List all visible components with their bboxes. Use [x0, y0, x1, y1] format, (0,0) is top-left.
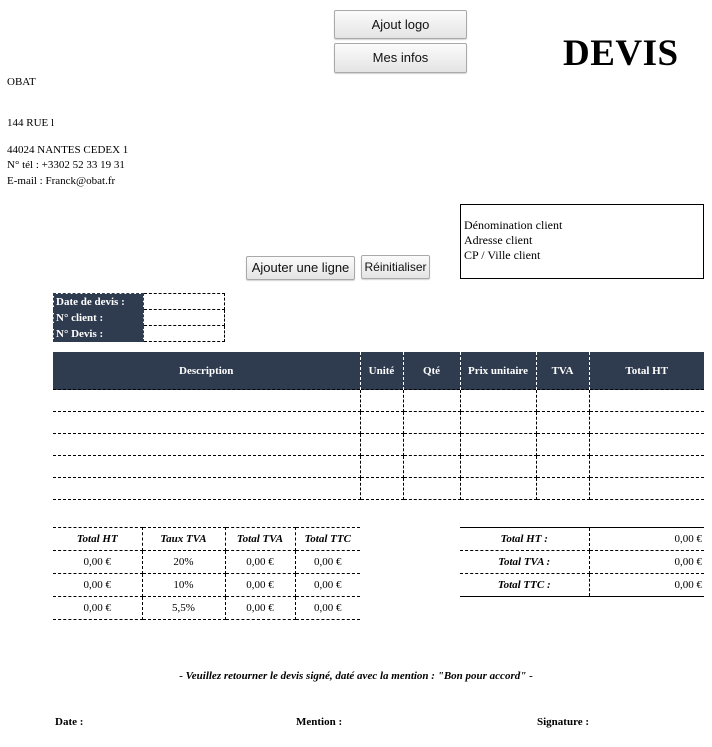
vat-header-total-ht: Total HT: [53, 528, 142, 551]
quote-number-field[interactable]: [143, 326, 224, 342]
total-ht-value: 0,00 €: [589, 528, 704, 551]
table-row: [53, 597, 360, 620]
vat-cell[interactable]: [536, 456, 589, 478]
header-vat: TVA: [536, 352, 589, 390]
total-ht-cell: [589, 412, 704, 434]
vat-header-rate: Taux TVA: [142, 528, 225, 551]
quantity-cell[interactable]: [403, 456, 460, 478]
signature-mention-label: Mention :: [296, 716, 343, 728]
vat-total-vat-cell: 0,00 €: [225, 551, 295, 574]
vat-total-ttc-cell: 0,00 €: [295, 551, 360, 574]
total-ttc-label: Total TTC :: [460, 574, 589, 597]
vat-rate-cell: 20%: [142, 551, 225, 574]
header-total-ht: Total HT: [589, 352, 704, 390]
table-row: [460, 551, 704, 574]
add-logo-button[interactable]: Ajout logo: [334, 10, 467, 39]
header-description: Description: [53, 352, 360, 390]
quantity-cell[interactable]: [403, 434, 460, 456]
vat-rate-cell: 5,5%: [142, 597, 225, 620]
total-vat-label: Total TVA :: [460, 551, 589, 574]
description-cell[interactable]: [53, 456, 360, 478]
vat-total-ttc-cell: 0,00 €: [295, 597, 360, 620]
quantity-cell[interactable]: [403, 478, 460, 500]
header-unit-price: Prix unitaire: [460, 352, 536, 390]
total-ht-cell: [589, 390, 704, 412]
description-cell[interactable]: [53, 434, 360, 456]
vat-cell[interactable]: [536, 390, 589, 412]
total-vat-value: 0,00 €: [589, 551, 704, 574]
table-row: [53, 456, 704, 478]
table-row: [53, 434, 704, 456]
vat-total-ht-cell: 0,00 €: [53, 597, 142, 620]
unit-price-cell[interactable]: [460, 478, 536, 500]
total-ttc-value: 0,00 €: [589, 574, 704, 597]
quote-date-label: Date de devis :: [54, 294, 144, 310]
unit-cell[interactable]: [360, 478, 403, 500]
table-row: [53, 574, 360, 597]
vat-total-ht-cell: 0,00 €: [53, 551, 142, 574]
quote-date-field[interactable]: [143, 294, 224, 310]
unit-price-cell[interactable]: [460, 390, 536, 412]
vat-total-vat-cell: 0,00 €: [225, 597, 295, 620]
approval-note: - Veuillez retourner le devis signé, daté avec la mention : "Bon pour accord" -: [179, 670, 533, 682]
company-address[interactable]: 144 RUE l: [7, 117, 55, 129]
company-name[interactable]: OBAT: [7, 76, 36, 88]
description-cell[interactable]: [53, 390, 360, 412]
items-table: [53, 352, 704, 500]
table-row: [53, 478, 704, 500]
vat-rate-cell: 10%: [142, 574, 225, 597]
signature-date-label: Date :: [55, 716, 84, 728]
unit-cell[interactable]: [360, 456, 403, 478]
header-quantity: Qté: [403, 352, 460, 390]
vat-total-vat-cell: 0,00 €: [225, 574, 295, 597]
table-row: [53, 551, 360, 574]
vat-cell[interactable]: [536, 478, 589, 500]
client-address[interactable]: Adresse client: [464, 233, 533, 247]
header-unit: Unité: [360, 352, 403, 390]
vat-total-ht-cell: 0,00 €: [53, 574, 142, 597]
client-number-field[interactable]: [143, 310, 224, 326]
quantity-cell[interactable]: [403, 412, 460, 434]
vat-header-total-ttc: Total TTC: [295, 528, 360, 551]
unit-price-cell[interactable]: [460, 412, 536, 434]
company-email[interactable]: E-mail : Franck@obat.fr: [7, 175, 116, 187]
description-cell[interactable]: [53, 412, 360, 434]
my-info-button[interactable]: Mes infos: [334, 43, 467, 73]
quote-number-label: N° Devis :: [54, 326, 144, 342]
document-title: DEVIS: [563, 33, 679, 74]
vat-total-ttc-cell: 0,00 €: [295, 574, 360, 597]
unit-price-cell[interactable]: [460, 434, 536, 456]
total-ht-cell: [589, 456, 704, 478]
client-city[interactable]: CP / Ville client: [464, 248, 541, 262]
reset-button[interactable]: Réinitialiser: [361, 255, 430, 279]
signature-label: Signature :: [537, 716, 590, 728]
totals-table: [460, 527, 704, 597]
client-box[interactable]: [460, 204, 704, 279]
client-number-label: N° client :: [54, 310, 144, 326]
company-phone[interactable]: N° tél : +3302 52 33 19 31: [7, 159, 125, 171]
table-row: [460, 528, 704, 551]
description-cell[interactable]: [53, 478, 360, 500]
unit-cell[interactable]: [360, 434, 403, 456]
vat-cell[interactable]: [536, 412, 589, 434]
vat-summary-table: [53, 527, 360, 620]
table-row: [460, 574, 704, 597]
vat-cell[interactable]: [536, 434, 589, 456]
company-city[interactable]: 44024 NANTES CEDEX 1: [7, 144, 129, 156]
total-ht-cell: [589, 478, 704, 500]
table-row: [53, 412, 704, 434]
unit-cell[interactable]: [360, 412, 403, 434]
total-ht-label: Total HT :: [460, 528, 589, 551]
vat-header-total-vat: Total TVA: [225, 528, 295, 551]
add-line-button[interactable]: Ajouter une ligne: [246, 256, 355, 280]
unit-price-cell[interactable]: [460, 456, 536, 478]
total-ht-cell: [589, 434, 704, 456]
quote-meta-table: [53, 293, 225, 342]
quantity-cell[interactable]: [403, 390, 460, 412]
unit-cell[interactable]: [360, 390, 403, 412]
table-row: [53, 390, 704, 412]
client-name[interactable]: Dénomination client: [464, 218, 563, 232]
